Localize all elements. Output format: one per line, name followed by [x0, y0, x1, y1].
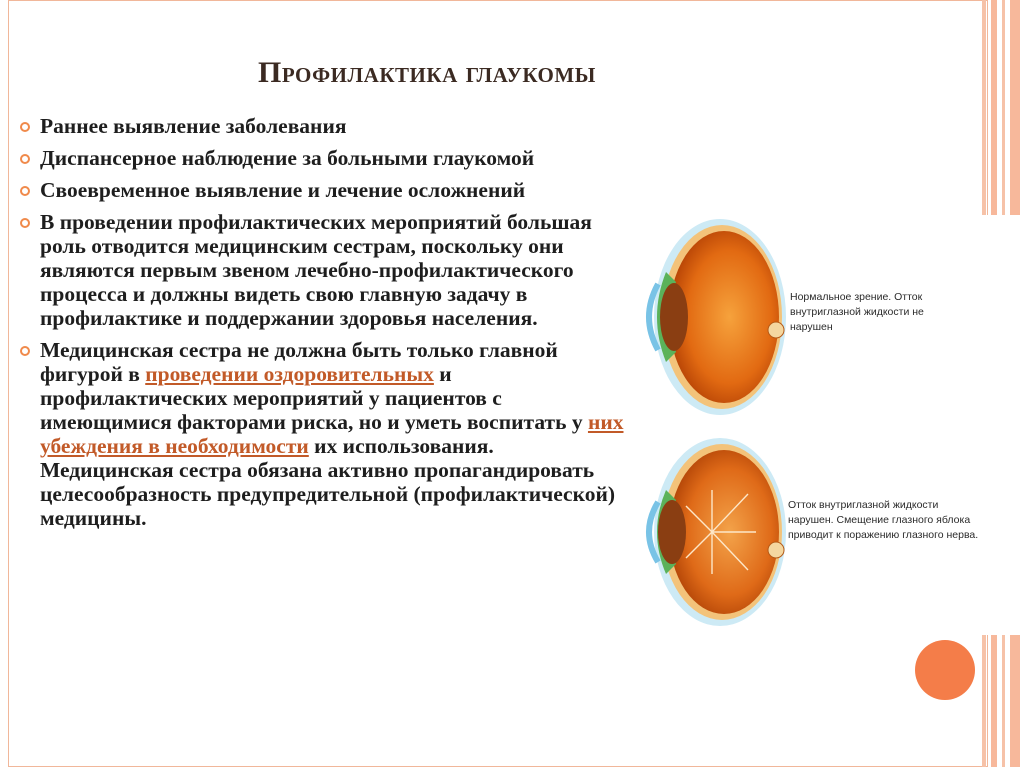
eye-glaucoma-diagram	[638, 432, 788, 632]
bullet-item	[18, 338, 628, 530]
bullet-item	[18, 210, 628, 330]
bullet-item	[18, 178, 628, 202]
decorative-stripes	[982, 0, 1024, 767]
bullet-item	[18, 114, 628, 138]
bullet-text: Своевременное выявление и лечение осложнений	[40, 178, 526, 202]
bullet-text: Медицинская сестра не должна быть только главной фигурой в	[40, 338, 558, 386]
link-beliefs-necessity[interactable]: них убеждения в необходимости	[40, 410, 624, 458]
bullet-text: и профилактических мероприятий у пациентов с имеющимися факторами риска, но и уметь воспитать у	[40, 362, 588, 434]
eye-normal-caption: Нормальное зрение. Отток внутриглазной жидкости не нарушен	[790, 291, 924, 333]
link-health-measures[interactable]: проведении оздоровительных	[145, 362, 434, 386]
bullet-text: Диспансерное наблюдение за больными глаукомой	[40, 146, 535, 170]
eye-glaucoma-caption: Отток внутриглазной жидкости нарушен. Смещение глазного яблока приводит к поражению глазного нерва.	[788, 499, 979, 541]
bullet-item	[18, 146, 628, 170]
bullet-text: их использования. Медицинская сестра обязана активно пропагандировать целесообразность предупредительной (профилактической) медицины.	[40, 434, 615, 530]
eye-normal-diagram	[638, 212, 788, 422]
bullet-text: В проведении профилактических мероприятий большая роль отводится медицинским сестрам, поскольку они являются первым звеном лечебно-профилактического процесса и должны видеть свою главную задачу в профилактике и поддержании здоровья населения.	[40, 210, 592, 330]
decorative-circle	[915, 640, 975, 700]
slide-title: Профилактика глаукомы	[258, 56, 596, 89]
bullet-text: Раннее выявление заболевания	[40, 114, 347, 138]
bullet-list	[18, 114, 628, 538]
